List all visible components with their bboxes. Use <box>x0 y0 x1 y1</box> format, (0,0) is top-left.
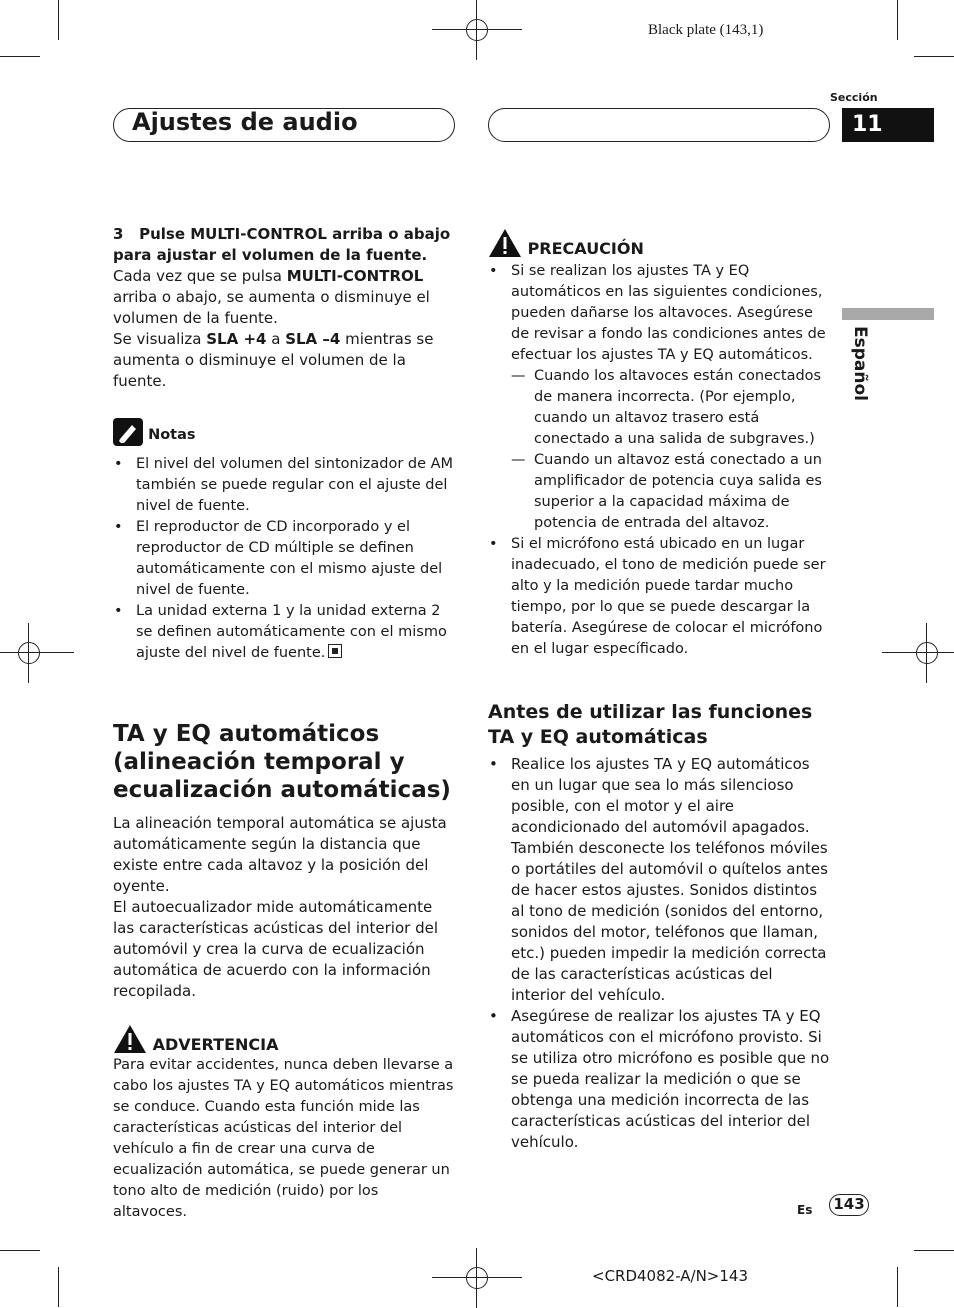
caution-sublist <box>511 366 830 534</box>
section-number: 11 <box>842 108 934 142</box>
page-number: 143 <box>829 1194 869 1216</box>
list-item: — Cuando un altavoz está conectado a un amplificador de potencia cuya salida es superior a la capacidad máxima de potencia de entrada del altavoz. <box>511 450 830 534</box>
crop-mark <box>58 1267 59 1307</box>
footer-code: <CRD4082-A/N>143 <box>592 1267 749 1285</box>
step-paragraph-1: Cada vez que se pulsa MULTI-CONTROL arriba o abajo, se aumenta o disminuye el volumen de la fuente. <box>113 267 430 327</box>
list-item: • Si se realizan los ajustes TA y EQ automáticos en las siguientes condiciones, pueden dañarse los altavoces. Asegúrese de revisar a fondo las condiciones antes de efectuar los ajustes TA y EQ automáticos. — Cuando los altavoces están conectados de manera incorrecta. (Por ejemplo, cuando un altavoz trasero está conectado a una salida de subgraves.) — Cuando un altavoz está conectado a un amplificador de potencia cuya salida es superior a la capacidad máxima de potencia de entrada del altavoz. <box>488 261 830 534</box>
ta-eq-paragraph-2: El autoecualizador mide automáticamente las características acústicas del interior del automóvil y crea la curva de ecualización automática de acuerdo con la información recopilada. <box>113 898 438 1000</box>
crop-mark <box>914 1250 954 1251</box>
caution-list <box>488 261 830 660</box>
footer-lang: Es <box>797 1203 813 1217</box>
warning-icon <box>113 1024 147 1054</box>
list-item: • Realice los ajustes TA y EQ automáticos en un lugar que sea lo más silencioso posible, con el motor y el aire acondicionado del automóvil apagados. También desconecte los teléfonos móviles o portátiles del automóvil o quítelos antes de hacer estos ajustes. Sonidos distintos al tono de medición (sonidos del entorno, sonidos del motor, teléfonos que llaman, etc.) pueden impedir la medición correcta de las características acústicas del interior del vehículo. <box>488 754 830 1006</box>
registration-mark <box>432 0 522 60</box>
section-label: Sección <box>830 91 878 104</box>
notes-title: Notas <box>148 427 196 443</box>
header-empty-frame <box>488 108 830 142</box>
registration-mark <box>432 1248 522 1308</box>
crop-mark <box>0 56 40 57</box>
step-heading-text: Pulse MULTI-CONTROL arriba o abajo para ajustar el volumen de la fuente. <box>113 225 451 264</box>
crop-mark <box>0 1250 40 1251</box>
before-heading: Antes de utilizar las funciones TA y EQ automáticas <box>488 701 813 748</box>
registration-mark <box>0 623 74 683</box>
left-column <box>113 224 455 1223</box>
notes-list <box>113 454 455 664</box>
ta-eq-paragraph-1: La alineación temporal automática se ajusta automáticamente según la distancia que existe entre cada altavoz y la posición del oyente. <box>113 814 447 895</box>
language-label: Español <box>850 326 870 401</box>
list-item: — Cuando los altavoces están conectados de manera incorrecta. (Por ejemplo, cuando un altavoz trasero está conectado a una salida de subgraves.) <box>511 366 830 450</box>
notes-box <box>113 418 455 664</box>
end-mark-icon <box>328 644 342 658</box>
caution-icon <box>488 228 522 258</box>
list-item: • El reproductor de CD incorporado y el reproductor de CD múltiple se definen automáticamente con el mismo ajuste del nivel de fuente. <box>113 517 455 601</box>
language-tab <box>842 308 934 320</box>
ta-eq-heading: TA y EQ automáticos (alineación temporal y ecualización automáticas) <box>113 721 451 803</box>
warning-title: ADVERTENCIA <box>152 1035 279 1054</box>
crop-mark <box>58 0 59 40</box>
plate-label: Black plate (143,1) <box>648 22 764 38</box>
step-paragraph-2: Se visualiza SLA +4 a SLA –4 mientras se aumenta o disminuye el volumen de la fuente. <box>113 330 434 390</box>
caution-box <box>488 228 830 660</box>
crop-mark <box>897 0 898 40</box>
before-list <box>488 754 830 1153</box>
step-heading <box>113 224 455 266</box>
caution-title: PRECAUCIÓN <box>527 239 644 258</box>
ta-eq-section <box>113 720 455 1002</box>
crop-mark <box>897 1267 898 1307</box>
list-item: • Si el micrófono está ubicado en un lugar inadecuado, el tono de medición puede ser alto y la medición puede tardar mucho tiempo, por lo que se puede descargar la batería. Asegúrese de colocar el micrófono en el lugar específicado. <box>488 534 830 660</box>
right-column <box>488 228 830 1153</box>
list-item: • El nivel del volumen del sintonizador de AM también se puede regular con el ajuste del nivel de fuente. <box>113 454 455 517</box>
list-item: • La unidad externa 1 y la unidad externa 2 se definen automáticamente con el mismo ajuste del nivel de fuente. <box>113 601 455 664</box>
warning-text: Para evitar accidentes, nunca deben llevarse a cabo los ajustes TA y EQ automáticos mientras se conduce. Cuando esta función mide las características acústicas del interior del vehículo a fin de crear una curva de ecualización automática, se puede generar un tono alto de medición (ruido) por los altavoces. <box>113 1057 454 1220</box>
step-number: 3 <box>113 225 124 243</box>
crop-mark <box>914 56 954 57</box>
section-title: Ajustes de audio <box>132 108 358 136</box>
list-item: • Asegúrese de realizar los ajustes TA y EQ automáticos con el micrófono provisto. Si se utiliza otro micrófono es posible que no se pueda realizar la medición o que se obtenga una medición incorrecta de las características acústicas del interior del vehículo. <box>488 1006 830 1153</box>
warning-box <box>113 1024 455 1223</box>
registration-mark <box>882 623 954 683</box>
before-section <box>488 700 830 1153</box>
notes-icon <box>113 418 143 446</box>
